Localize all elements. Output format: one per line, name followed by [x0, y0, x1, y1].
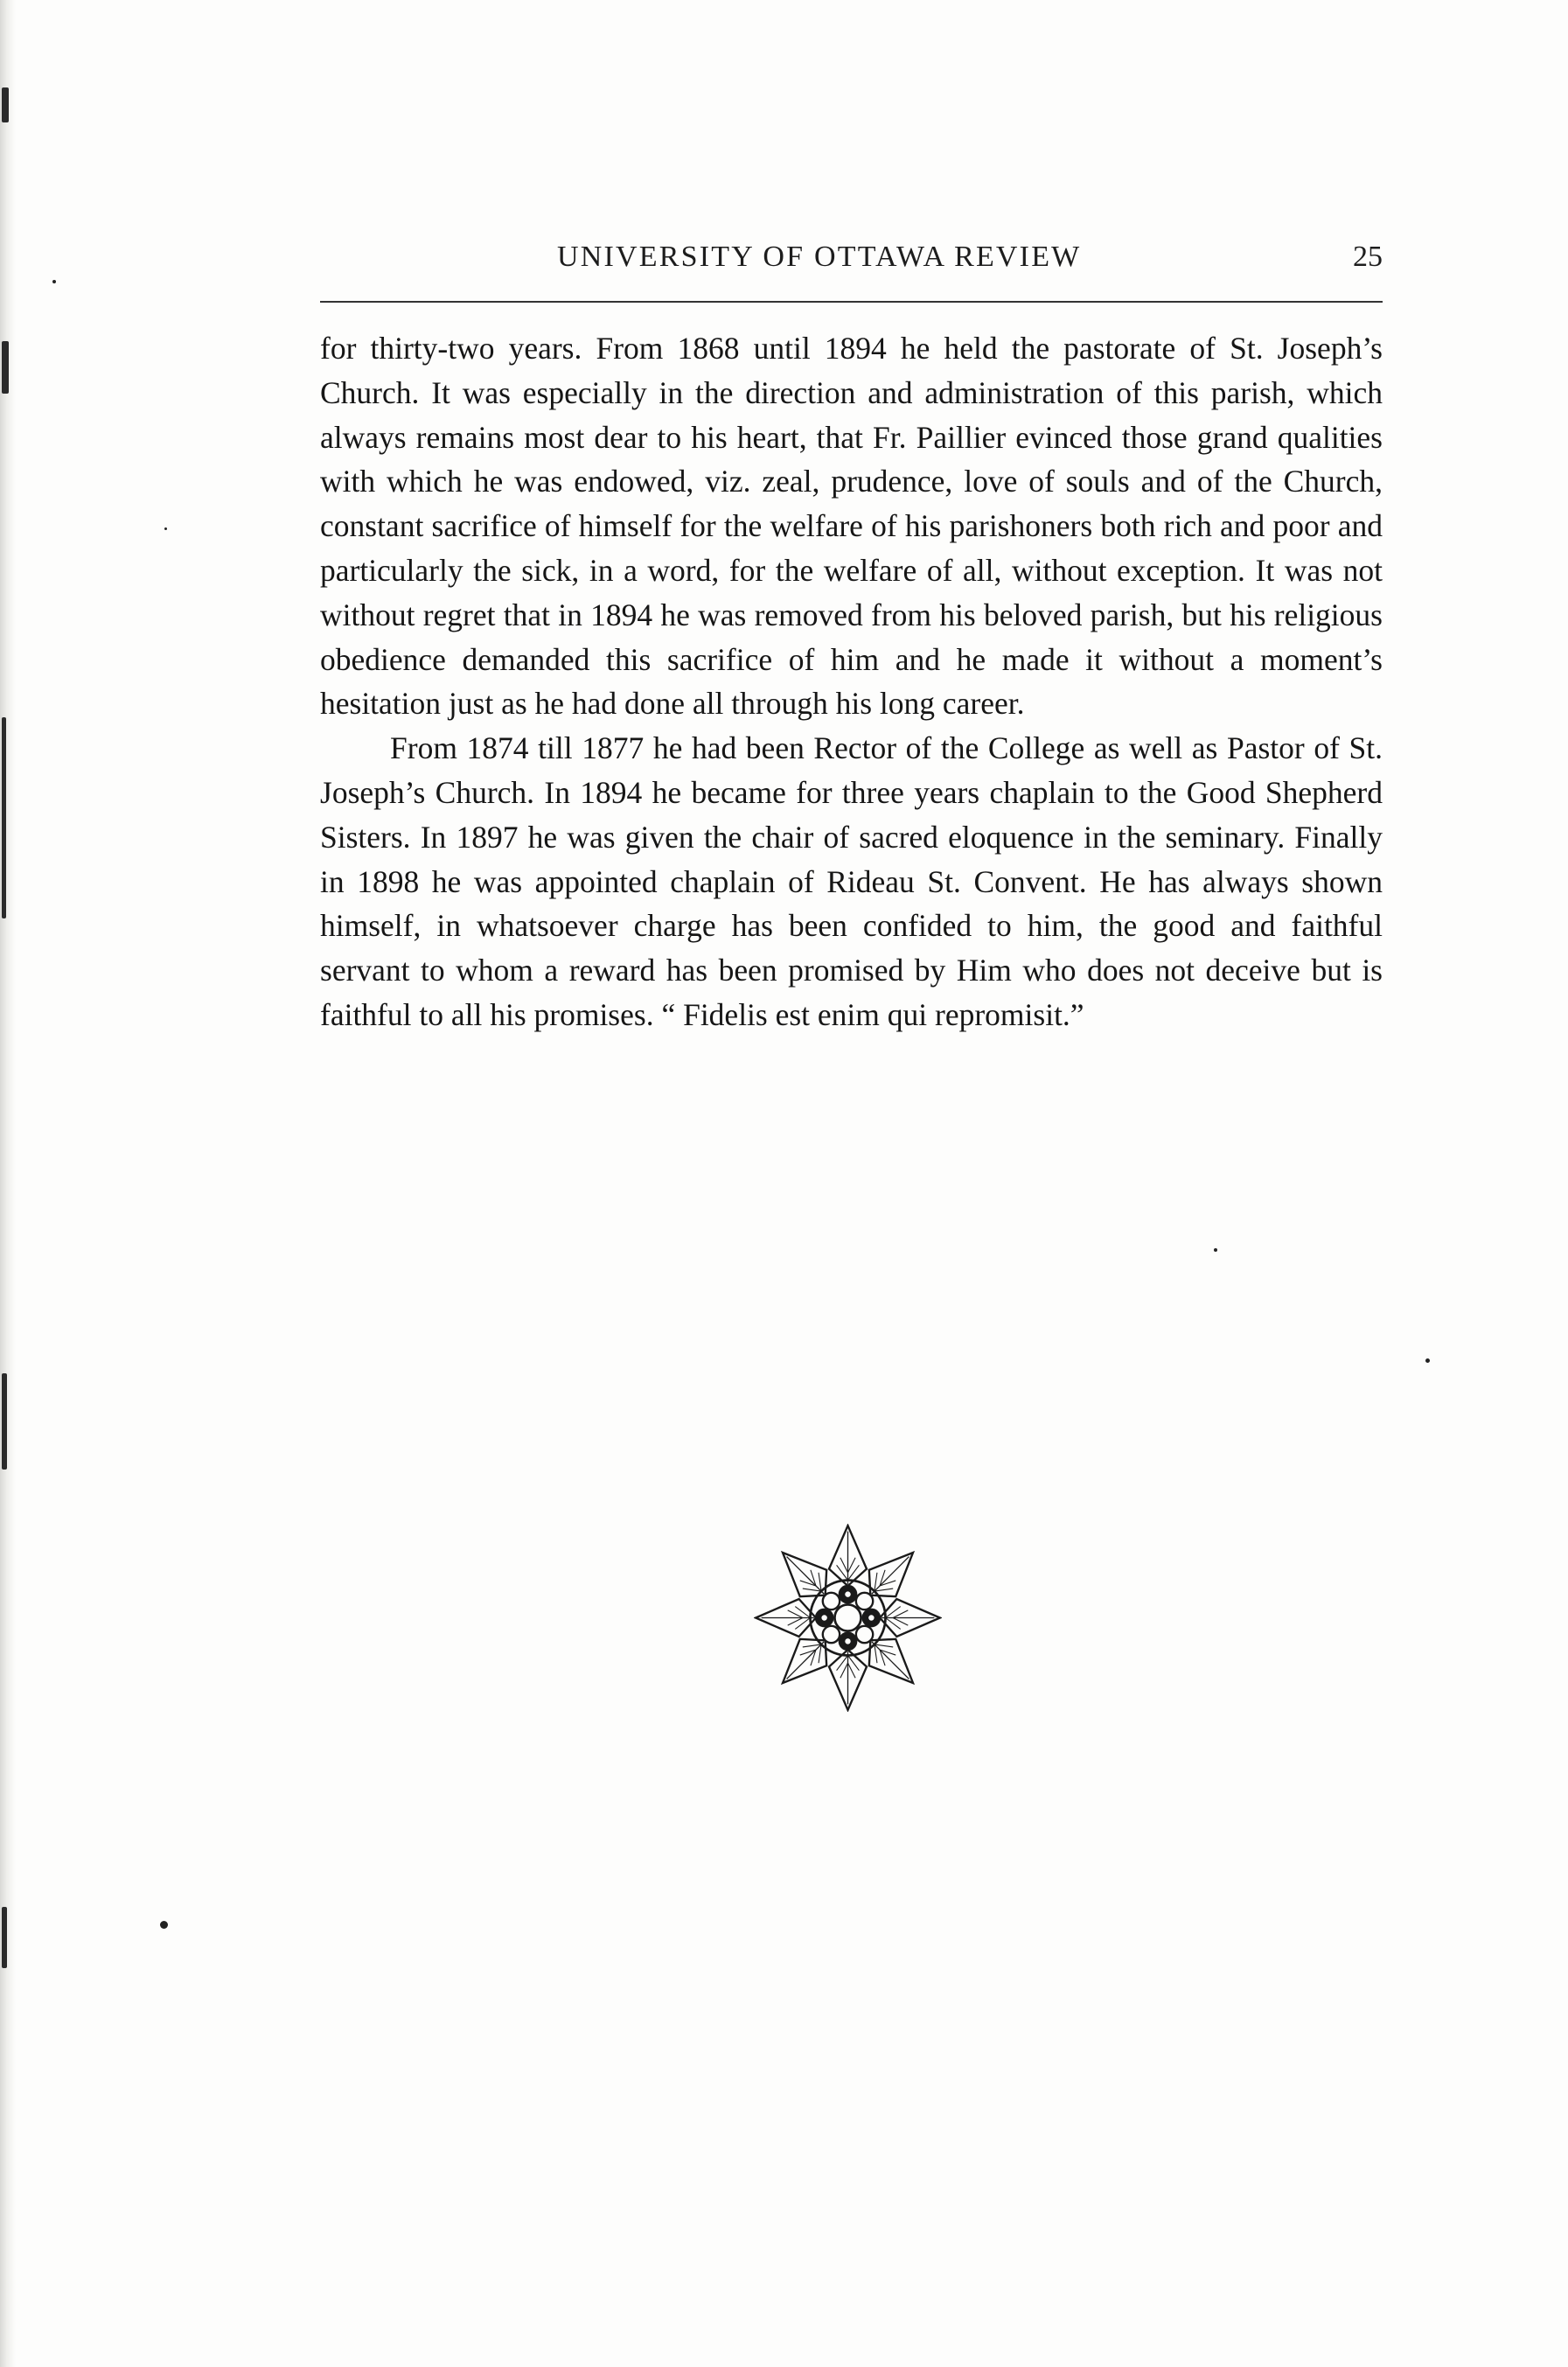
scan-speck	[1214, 1248, 1217, 1252]
edge-mark	[2, 1373, 7, 1470]
edge-mark	[2, 1907, 7, 1968]
scan-speck	[52, 280, 56, 283]
running-head: UNIVERSITY OF OTTAWA REVIEW	[557, 241, 1082, 273]
paragraph-2: From 1874 till 1877 he had been Rector of the College as well as Pastor of St. Joseph’s Church. In 1894 he became for three years chaplain to the Good Shepherd Sisters. In 1897 he was given the chair of sacred eloquence in the seminary. Finally in 1898 he was appointed chaplain of Rideau St. Convent. He has always shown himself, in whatsoever charge has been confided to him, the good and faithful servant to whom a reward has been promised by Him who does not deceive but is faithful to all his promises. “ Fidelis est enim qui repromisit.”	[320, 730, 1383, 1032]
page-header	[320, 241, 1383, 293]
edge-mark	[2, 341, 9, 394]
scan-speck	[160, 1921, 168, 1929]
star-rosette-ornament-icon	[754, 1524, 942, 1712]
header-rule	[320, 301, 1383, 303]
scan-speck	[1425, 1358, 1430, 1363]
page-number: 25	[1353, 241, 1383, 273]
paragraph-1: for thirty-two years. From 1868 until 1894 he held the pastorate of St. Joseph’s Church. It was especially in the direction and administration of this parish, which always remains most dear to his heart, that Fr. Paillier evinced those grand qualities with which he was endowed, viz. zeal, prudence, love of souls and of the Church, constant sacrifice of himself for the welfare of his parishoners both rich and poor and particularly the sick, in a word, for the welfare of all, without exception. It was not without regret that in 1894 he was removed from his beloved parish, but his religious obedience demanded this sacrifice of him and he made it without a moment’s hesitation just as he had done all through his long career.	[320, 331, 1383, 722]
scan-speck	[164, 527, 167, 530]
edge-mark	[2, 87, 9, 122]
scan-binding-edge	[0, 0, 16, 2367]
body-text	[320, 326, 1383, 1037]
edge-mark	[2, 717, 6, 918]
